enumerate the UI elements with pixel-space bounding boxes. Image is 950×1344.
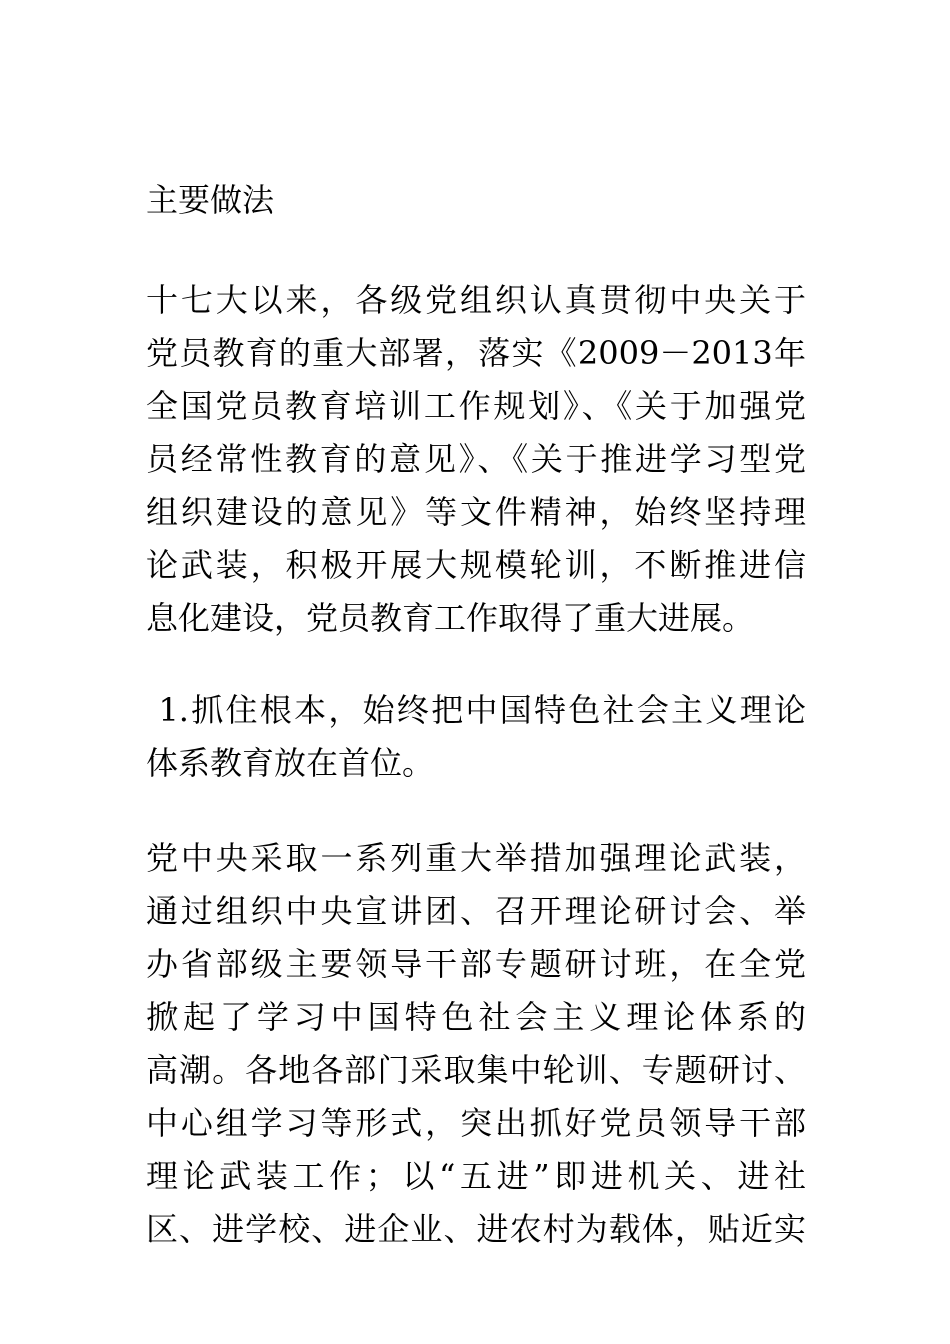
paragraph-2-line: 办省部级主要领导干部专题研讨班，在全党 <box>146 945 806 983</box>
paragraph-2-line: 区、进学校、进企业、进农村为载体，贴近实 <box>146 1210 806 1248</box>
paragraph-1-line: 息化建设，党员教育工作取得了重大进展。 <box>146 599 755 637</box>
paragraph-1-line: 十七大以来，各级党组织认真贯彻中央关于 <box>146 281 806 319</box>
paragraph-1-line: 全国党员教育培训工作规划》、《关于加强党 <box>146 387 806 425</box>
section-1-title-line: 1.抓住根本，始终把中国特色社会主义理论 <box>146 691 806 729</box>
paragraph-2-line: 理论武装工作；以“五进”即进机关、进社 <box>146 1157 806 1195</box>
paragraph-2-line: 中心组学习等形式，突出抓好党员领导干部 <box>146 1104 806 1142</box>
paragraph-1-line: 论武装，积极开展大规模轮训，不断推进信 <box>146 546 806 584</box>
paragraph-1-line: 组织建设的意见》等文件精神，始终坚持理 <box>146 493 806 531</box>
paragraph-2-line: 掀起了学习中国特色社会主义理论体系的 <box>146 998 806 1036</box>
section-1-title-line: 体系教育放在首位。 <box>146 744 435 782</box>
paragraph-1-line: 员经常性教育的意见》、《关于推进学习型党 <box>146 440 806 478</box>
heading: 主要做法 <box>146 181 275 219</box>
paragraph-2-line: 高潮。各地各部门采取集中轮训、专题研讨、 <box>146 1051 806 1089</box>
paragraph-1-line: 党员教育的重大部署，落实《2009－2013年 <box>146 334 806 372</box>
paragraph-2-line: 党中央采取一系列重大举措加强理论武装， <box>146 839 806 877</box>
paragraph-2-line: 通过组织中央宣讲团、召开理论研讨会、举 <box>146 892 806 930</box>
